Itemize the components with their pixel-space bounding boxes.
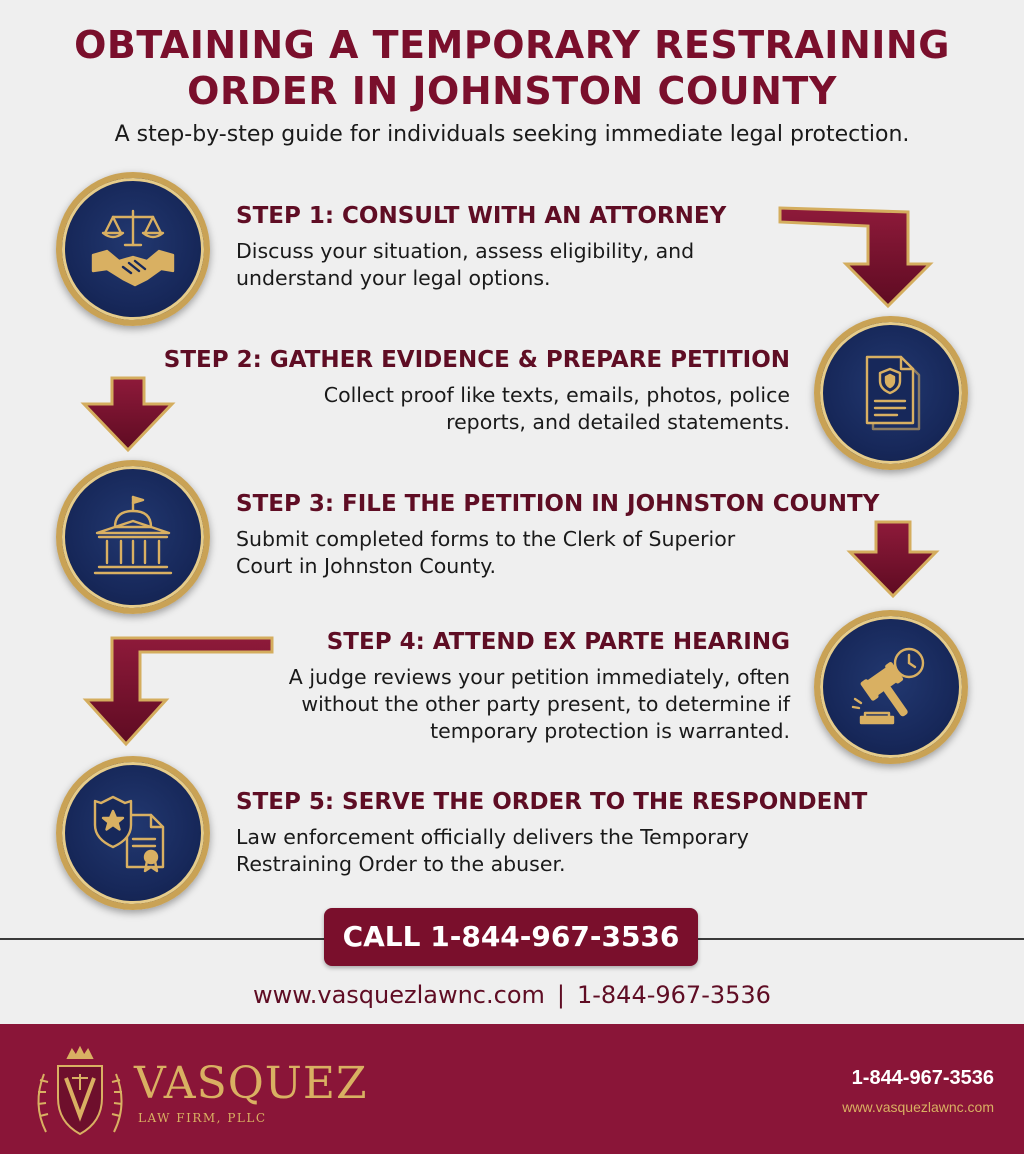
step1-icon-circle [56, 172, 210, 326]
footer [0, 1024, 1024, 1154]
website-link[interactable]: www.vasquezlawnc.com [253, 981, 545, 1009]
logo-subtitle: LAW FIRM, PLLC [138, 1111, 267, 1125]
logo-name: VASQUEZ [134, 1058, 368, 1109]
step5-icon-circle [56, 756, 210, 910]
title-line-2: ORDER IN JOHNSTON COUNTY [187, 69, 837, 113]
badge-certificate-icon [89, 789, 177, 877]
footer-website[interactable]: www.vasquezlawnc.com [842, 1099, 994, 1115]
page-title [0, 22, 1024, 114]
courthouse-icon [89, 493, 177, 581]
vasquez-logo-icon [28, 1044, 132, 1148]
step4-description: A judge reviews your petition immediately, often without the other party present, to determine if temporary protection is warranted. [288, 665, 790, 743]
arrow-step3-to-step4 [850, 522, 936, 596]
footer-phone[interactable]: 1-844-967-3536 [851, 1067, 994, 1089]
title-line-1: OBTAINING A TEMPORARY RESTRAINING [74, 23, 950, 67]
step3-title: STEP 3: FILE THE PETITION IN JOHNSTON COUNTY [236, 491, 880, 517]
step5-description: Law enforcement officially delivers the Temporary Restraining Order to the abuser. [236, 825, 749, 876]
step2-icon-circle [814, 316, 968, 470]
step4-icon-circle [814, 610, 968, 764]
arrow-step2-to-step3 [84, 378, 172, 450]
step3-icon-circle [56, 460, 210, 614]
step1-title: STEP 1: CONSULT WITH AN ATTORNEY [236, 203, 727, 229]
page-subtitle: A step-by-step guide for individuals seeking immediate legal protection. [114, 122, 910, 147]
arrow-step4-to-step5 [86, 638, 272, 744]
contact-separator: | [556, 981, 565, 1009]
phone-link[interactable]: 1-844-967-3536 [576, 981, 771, 1009]
call-button[interactable]: CALL 1-844-967-3536 [324, 908, 698, 966]
scales-handshake-icon [89, 205, 177, 293]
step1-description: Discuss your situation, assess eligibility, and understand your legal options. [236, 239, 695, 290]
step2-title: STEP 2: GATHER EVIDENCE & PREPARE PETITION [163, 347, 790, 373]
step2-description: Collect proof like texts, emails, photos, police reports, and detailed statements. [323, 383, 790, 434]
contact-line [0, 980, 1024, 1010]
step4-title: STEP 4: ATTEND EX PARTE HEARING [326, 629, 790, 655]
gavel-clock-icon [847, 643, 935, 731]
step5-title: STEP 5: SERVE THE ORDER TO THE RESPONDENT [236, 789, 868, 815]
documents-shield-icon [847, 349, 935, 437]
step3-description: Submit completed forms to the Clerk of Superior Court in Johnston County. [236, 527, 736, 578]
arrow-step1-to-step2 [780, 208, 930, 306]
